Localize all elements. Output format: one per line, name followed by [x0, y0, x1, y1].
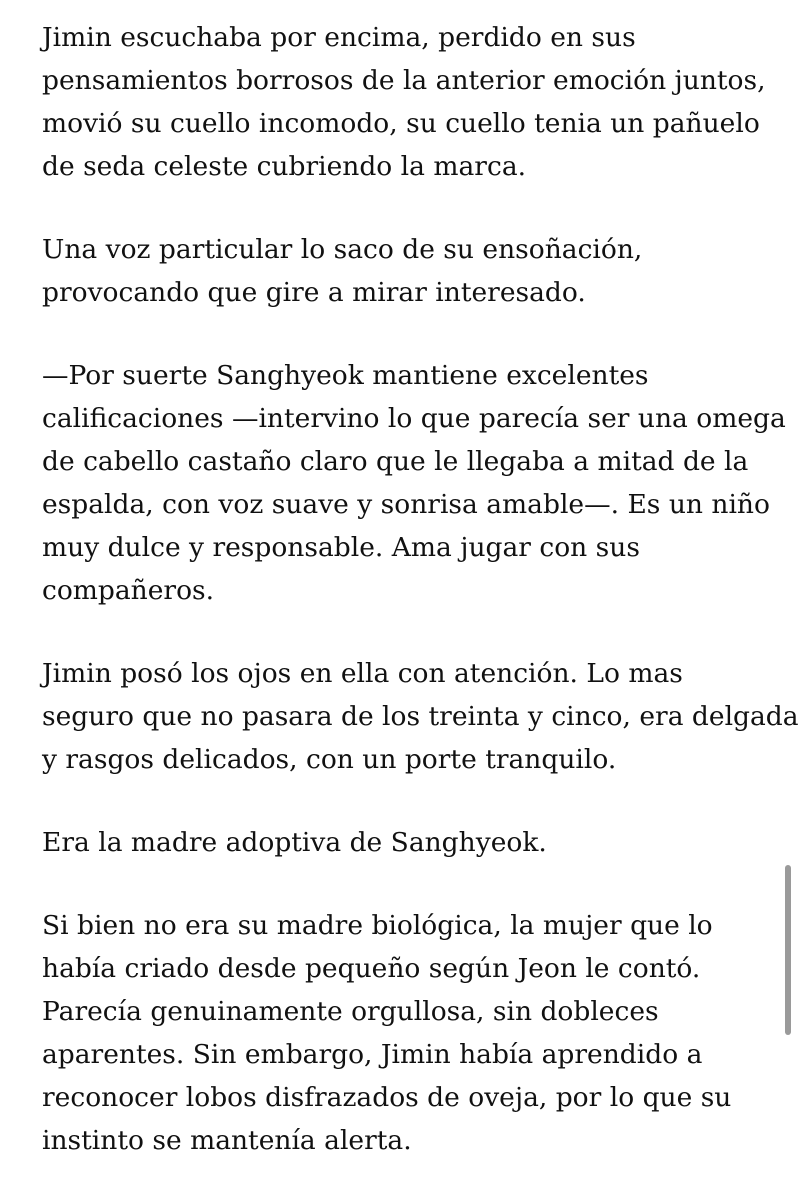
paragraph [42, 652, 799, 781]
text-line: seguro que no pasara de los treinta y cinco, era delgada [42, 701, 799, 732]
text-line: espalda, con voz suave y sonrisa amable—. Es un niño [42, 489, 770, 520]
text-line: Jimin escuchaba por encima, perdido en sus [42, 22, 636, 53]
text-line: calificaciones —intervino lo que parecía ser una omega [42, 403, 786, 434]
paragraph [42, 904, 772, 1162]
text-line: compañeros. [42, 575, 215, 606]
text-line: pensamientos borrosos de la anterior emoción juntos, [42, 65, 766, 96]
text-line: movió su cuello incomodo, su cuello tenia un pañuelo [42, 108, 760, 139]
paragraph [42, 354, 786, 612]
text-line: Si bien no era su madre biológica, la mujer que lo [42, 910, 713, 941]
text-line: Jimin posó los ojos en ella con atención. Lo mas [42, 658, 683, 689]
text-line: —Por suerte Sanghyeok mantiene excelentes [42, 360, 649, 391]
article-body [42, 16, 799, 1200]
text-line: aparentes. Sin embargo, Jimin había aprendido a [42, 1039, 703, 1070]
text-line: de seda celeste cubriendo la marca. [42, 151, 527, 182]
text-line: y rasgos delicados, con un porte tranquilo. [42, 744, 617, 775]
text-line: Era la madre adoptiva de Sanghyeok. [42, 827, 547, 858]
text-line: instinto se mantenía alerta. [42, 1125, 412, 1156]
text-line: Una voz particular lo saco de su ensoñación, [42, 234, 643, 265]
paragraph [42, 821, 772, 864]
text-line: provocando que gire a mirar interesado. [42, 277, 586, 308]
paragraph [42, 16, 772, 188]
text-line: muy dulce y responsable. Ama jugar con sus [42, 532, 640, 563]
paragraph [42, 228, 772, 314]
text-line: había criado desde pequeño según Jeon le contó. [42, 953, 701, 984]
text-line: reconocer lobos disfrazados de oveja, por lo que su [42, 1082, 732, 1113]
text-line: de cabello castaño claro que le llegaba a mitad de la [42, 446, 749, 477]
scrollbar-thumb[interactable] [785, 865, 791, 1035]
text-line: Parecía genuinamente orgullosa, sin dobleces [42, 996, 659, 1027]
scrollbar-track[interactable] [776, 0, 800, 1200]
